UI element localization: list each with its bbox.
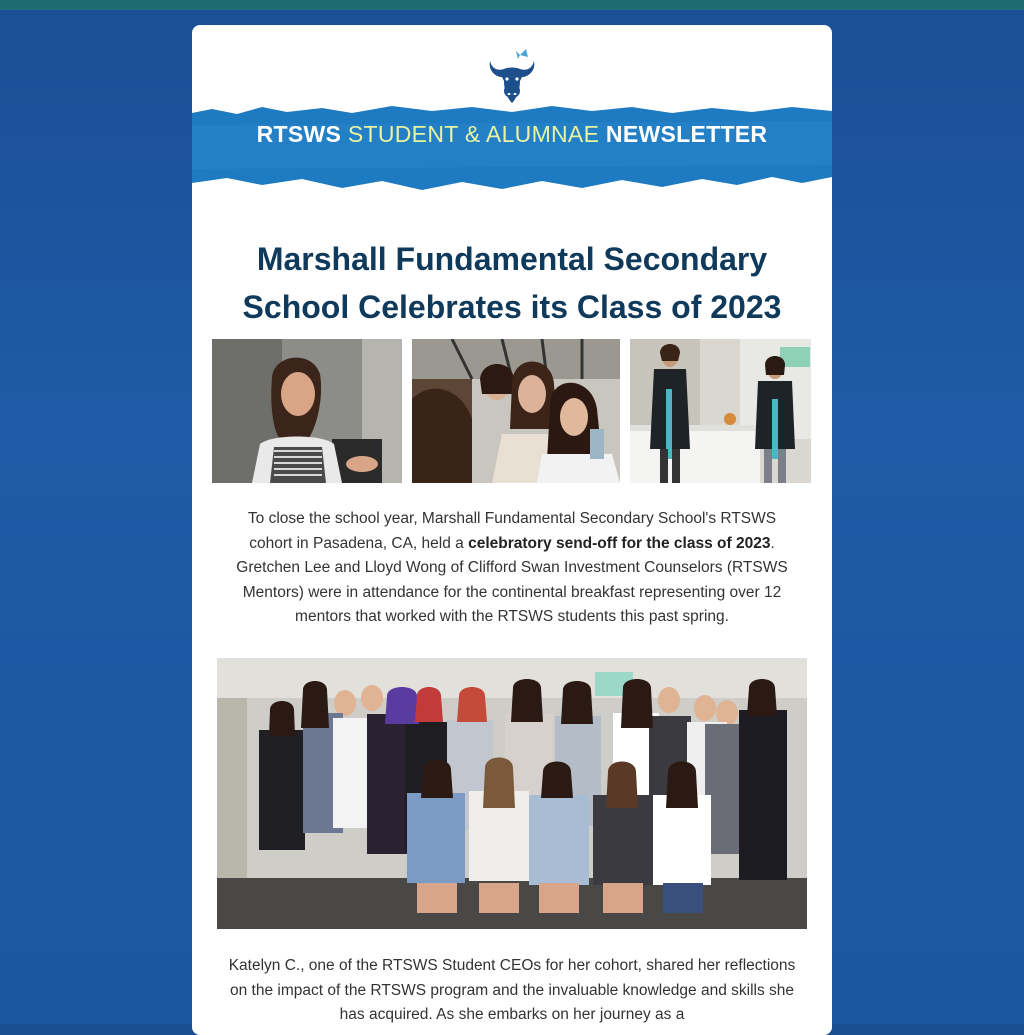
article-title: Marshall Fundamental Secondary School Celebrates its Class of 2023 [242,241,782,325]
paragraph-1-bold: celebratory send-off for the class of 2023 [468,534,771,552]
newsletter-banner [192,105,832,205]
photo-mentors-speaking [630,339,811,483]
photo-students-listening [412,339,620,483]
newsletter-card [192,25,832,1035]
banner-alumnae: ALUMNAE [485,121,606,147]
banner-title [192,121,832,148]
photo-mentor-smiling [212,339,402,483]
bull-logo-icon [482,47,542,109]
banner-newsletter: NEWSLETTER [605,121,768,147]
article-paragraph-1 [227,507,797,630]
banner-rtsws: RTSWS [256,121,348,147]
paragraph-1-text-b: . Gretchen Lee and Lloyd Wong of Clifford Swan Investment Counselors (RTSWS Mentors) were in attendance for the continental breakfast representing over 12 mentors that worked with the RTSWS students this past spring. [236,534,788,625]
photo-class-group [217,658,807,929]
banner-student: STUDENT [347,121,465,147]
top-accent-strip [0,0,1024,10]
banner-ampersand: & [464,121,486,147]
paragraph-1-text-a: To close the school year, Marshall Fundamental Secondary School's RTSWS cohort in Pasadena, CA, held a [247,510,777,552]
article-paragraph-2: Katelyn C., one of the RTSWS Student CEOs for her cohort, shared her reflections on the impact of the RTSWS program and the invaluable knowledge and skills she has acquired. As she embarks on her journey as a [228,957,796,1023]
